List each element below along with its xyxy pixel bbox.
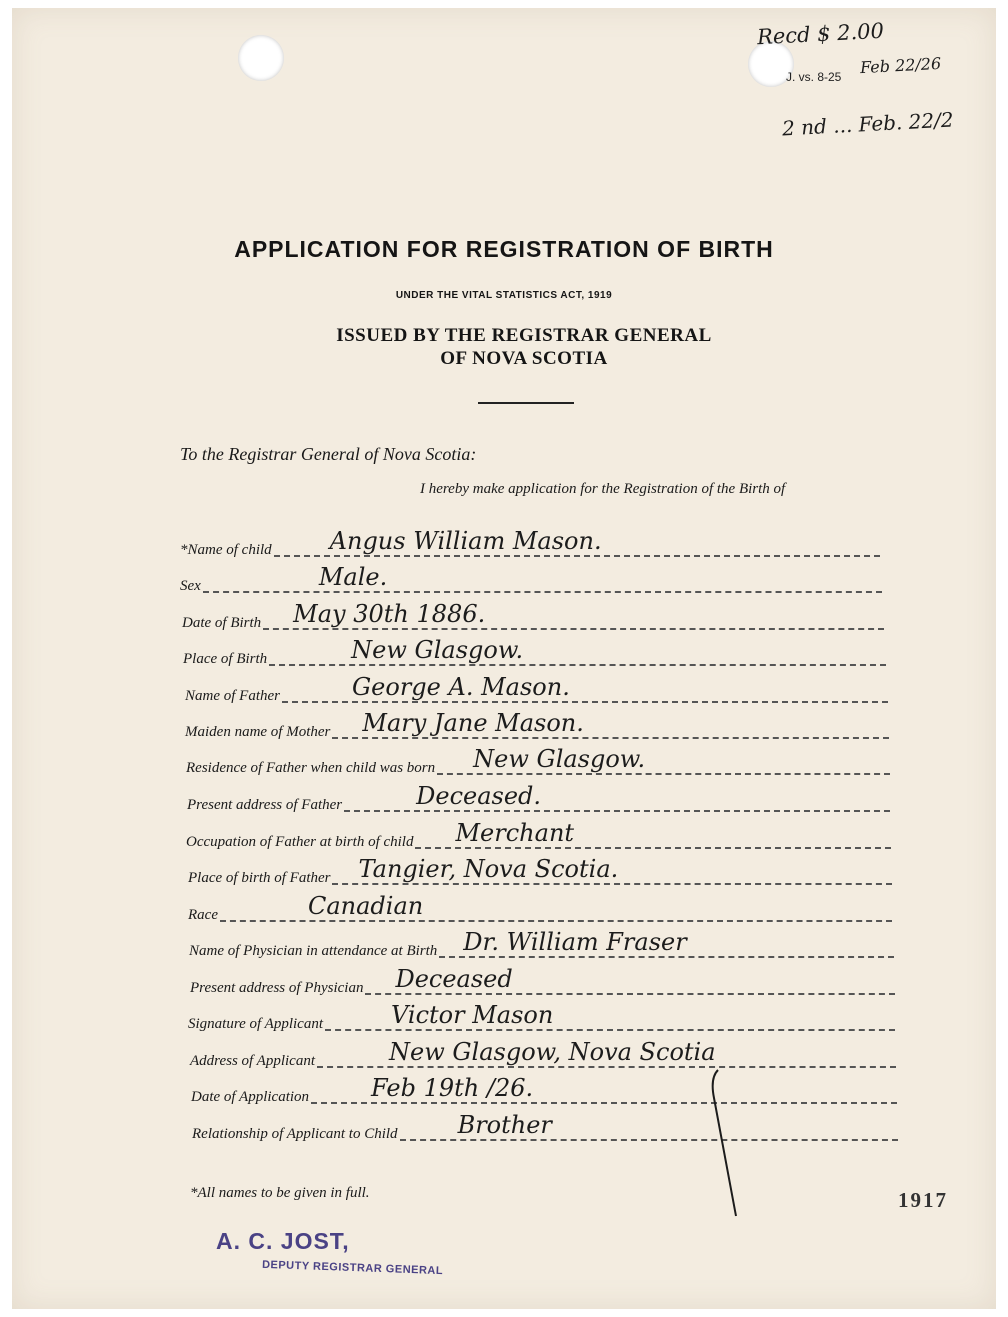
handwritten-note: Feb 22/26: [859, 53, 942, 78]
field-label: Residence of Father when child was born: [186, 760, 436, 776]
intro-text: I hereby make application for the Registration of the Birth of: [420, 481, 786, 497]
handwritten-note: 2 nd ... Feb. 22/2: [781, 107, 955, 141]
field-row-place-of-birth: [183, 636, 886, 669]
field-label: Date of Application: [191, 1089, 310, 1105]
stamp-name: A. C. JOST,: [216, 1228, 350, 1254]
field-value: Dr. William Fraser: [463, 928, 687, 956]
field-row-name-of-physician: [189, 928, 894, 961]
footnote: *All names to be given in full.: [190, 1185, 370, 1201]
form-subtitle: UNDER THE VITAL STATISTICS ACT, 1919: [395, 290, 613, 301]
field-label: Name of Physician in attendance at Birth: [189, 943, 438, 959]
field-row-name-of-father: [185, 673, 888, 706]
field-label: Date of Birth: [182, 615, 262, 631]
field-value: Tangier, Nova Scotia.: [358, 855, 619, 883]
field-line: [282, 673, 888, 703]
field-row-name-of-child: [180, 527, 880, 560]
field-label: Relationship of Applicant to Child: [192, 1126, 398, 1142]
field-label: Present address of Father: [187, 797, 343, 813]
serial-number: 1917: [898, 1188, 948, 1212]
field-label: Present address of Physician: [190, 980, 364, 996]
field-row-race: [188, 892, 892, 925]
field-line: [332, 855, 892, 885]
punch-hole: [238, 35, 284, 81]
field-line: [332, 709, 889, 739]
field-value: Mary Jane Mason.: [362, 709, 584, 737]
field-value: May 30th 1886.: [293, 600, 486, 628]
field-value: New Glasgow.: [473, 745, 646, 773]
document-page: [12, 8, 996, 1309]
field-label: Maiden name of Mother: [185, 724, 331, 740]
salutation: To the Registrar General of Nova Scotia:: [180, 444, 477, 464]
field-line: [365, 965, 895, 995]
field-value: New Glasgow, Nova Scotia: [389, 1038, 716, 1066]
field-row-occupation-of-father: [186, 819, 891, 852]
handwritten-bracket: [708, 1068, 738, 1218]
field-row-sex: [180, 563, 882, 596]
issuer-line: OF NOVA SCOTIA: [440, 348, 608, 369]
field-row-address-of-applicant: [190, 1038, 896, 1071]
field-value: Deceased: [395, 965, 513, 993]
field-line: [437, 745, 890, 775]
field-label: *Name of child: [180, 542, 272, 558]
issuer-block: [0, 324, 1008, 370]
issuer-line: ISSUED BY THE REGISTRAR GENERAL: [336, 325, 712, 346]
field-row-date-of-birth: [182, 600, 884, 633]
field-line: [415, 819, 891, 849]
handwritten-note: Recd $ 2.00: [756, 18, 885, 50]
field-line: [274, 527, 880, 557]
divider: [478, 402, 574, 404]
field-row-date-of-application: [191, 1074, 897, 1107]
field-value: Male.: [318, 563, 388, 591]
form-title: APPLICATION FOR REGISTRATION OF BIRTH: [234, 236, 774, 262]
field-value: New Glasgow.: [351, 636, 524, 664]
field-value: Victor Mason: [391, 1001, 554, 1029]
field-row-signature-of-applicant: [188, 1001, 895, 1034]
field-value: Merchant: [455, 819, 575, 847]
field-label: Address of Applicant: [190, 1053, 315, 1069]
field-line: [344, 782, 890, 812]
field-line: [317, 1038, 896, 1068]
field-line: [311, 1074, 897, 1104]
field-row-place-of-birth-of-father: [188, 855, 892, 888]
field-line: [220, 892, 892, 922]
field-label: Place of Birth: [183, 651, 268, 667]
field-line: [400, 1111, 898, 1141]
field-label: Place of birth of Father: [188, 870, 331, 886]
field-label: Signature of Applicant: [188, 1016, 323, 1032]
field-value: Angus William Mason.: [329, 527, 602, 555]
stamp-title: DEPUTY REGISTRAR GENERAL: [261, 1258, 444, 1278]
field-value: Brother: [457, 1111, 552, 1139]
field-row-residence-of-father: [186, 745, 890, 778]
field-value: Canadian: [307, 892, 424, 920]
field-value: George A. Mason.: [352, 673, 570, 701]
field-line: [263, 600, 884, 630]
field-label: Name of Father: [185, 688, 280, 704]
field-line: [269, 636, 886, 666]
field-line: [203, 563, 882, 593]
field-row-relationship-of-applicant: [192, 1111, 898, 1144]
field-row-present-address-of-physician: [190, 965, 895, 998]
field-label: Sex: [180, 578, 201, 594]
field-line: [325, 1001, 895, 1031]
field-row-maiden-name-of-mother: [185, 709, 889, 742]
field-row-present-address-of-father: [187, 782, 890, 815]
form-code: J. vs. 8-25: [786, 70, 842, 84]
field-label: Race: [188, 907, 218, 923]
field-value: Deceased.: [416, 782, 542, 810]
field-value: Feb 19th /26.: [371, 1074, 534, 1102]
field-label: Occupation of Father at birth of child: [186, 834, 414, 850]
field-line: [439, 928, 894, 958]
